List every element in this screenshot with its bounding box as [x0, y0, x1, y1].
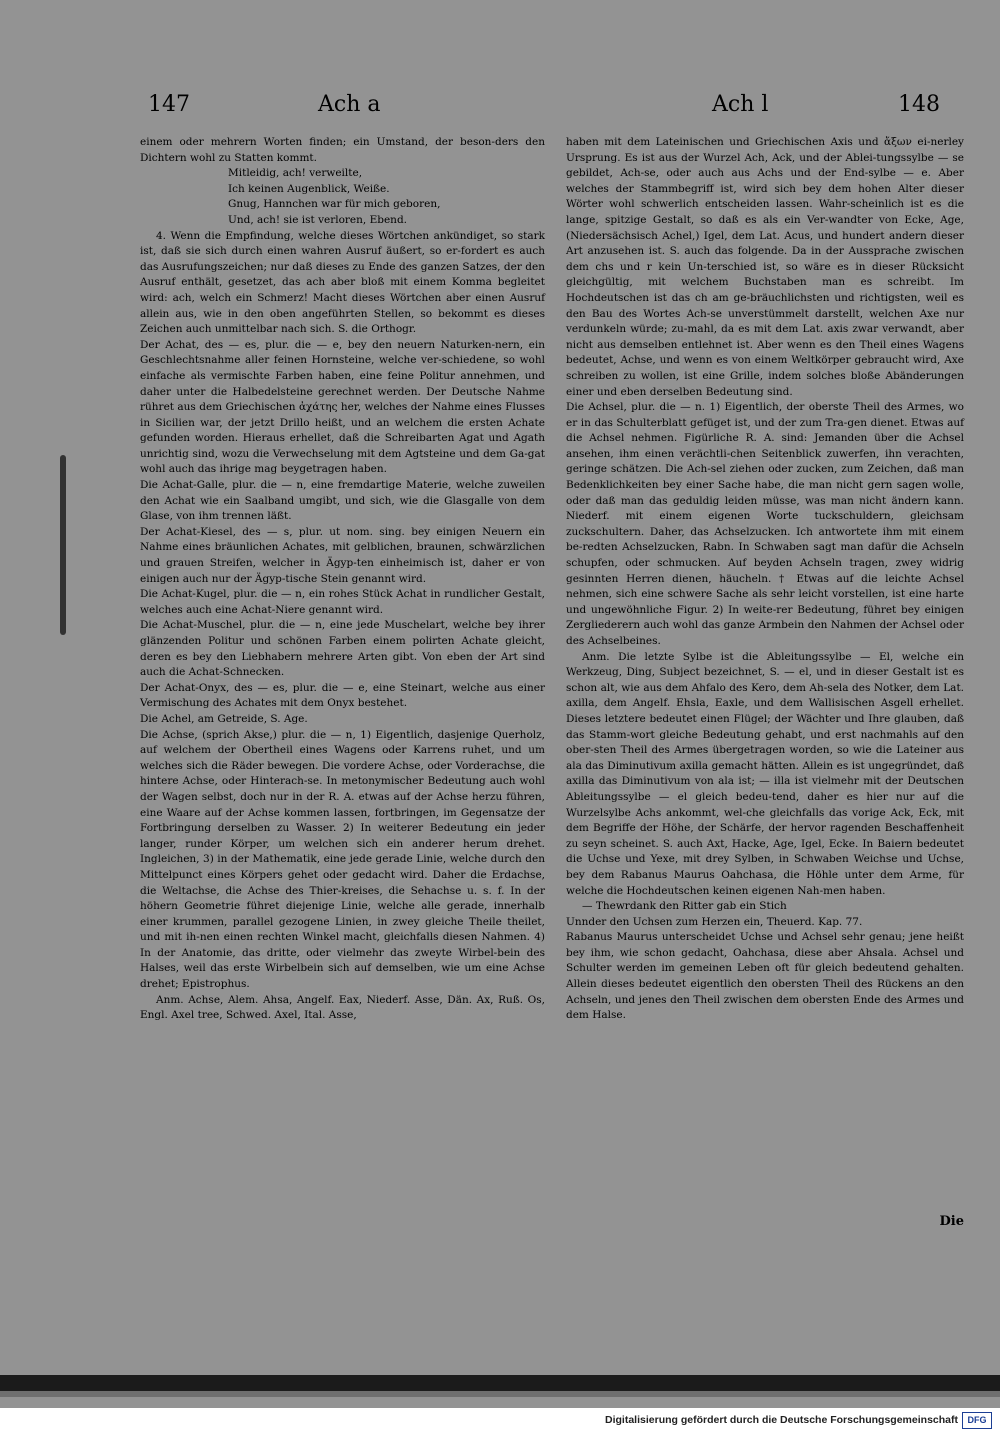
quote-line: Unnder den Uchsen zum Herzen ein, Theuerd. Kap. 77.: [566, 915, 863, 928]
dfg-logo[interactable]: DFG: [962, 1412, 992, 1429]
paragraph: haben mit dem Lateinischen und Griechischen Axis und ἄξων ei-nerley Ursprung. Es ist aus der Wurzel Ach, Ack, und der Ablei-tungssylbe — se gebildet, Ach-se, oder auch aus Achs und der End-sylbe — e. Aber welches der Stammbegriff ist, wird sich bey dem hohen Alter dieser Wörter wohl schwerlich entscheiden lassen. Wahr-scheinlich ist es die lange, spitzige Gestalt, so daß es als ein Ver-wandter von Ecke, Age, (Niedersächsisch Achel,) Igel, dem Lat. Acus, und hundert andern dieser Art anzusehen ist. S. auch das folgende. Da in der Aussprache zwischen dem chs und r kein Un-terschied ist, so wäre es in dieser Rücksicht gleichgültig, mit welchem Buchstaben man es schreibt. Im Hochdeutschen ist das ch am ge-bräuchlichsten und richtigsten, weil es den Bau des Wortes Ach-se unverstümmelt darstellt, welchen Axe nur verdunkeln würde; zu-mahl, da es mit dem Lat. axis zwar verwandt, aber nicht aus demselben entlehnet ist. Aber wenn es den Theil eines Wagens bedeutet, Achse, und wenn es von einem Weltkörper gebraucht wird, Axe schreiben zu wollen, ist eine Grille, indem solches bloße Abänderungen einer und eben derselben Bedeutung sind.: [566, 136, 964, 398]
entry: Die Achat-Galle, plur. die — n, eine fremdartige Materie, welche zuweilen den Achat wie ein Saalband umgibt, und sich, wie die Glasgalle von dem Glase, von ihm trennen läßt.: [140, 479, 545, 523]
right-page-number: 148: [898, 92, 940, 117]
catchword: Die: [939, 1214, 964, 1229]
entry: Die Achse, (sprich Akse,) plur. die — n, 1) Eigentlich, dasjenige Querholz, auf welchem der Obertheil eines Wagens oder Karrens ruhet, und um welches sich die Räder bewegen. Die vordere Achse, oder Vorderachse, die hintere Achse, oder Hinterach-se. In metonymischer Bedeutung auch wohl der Wagen selbst, doch nur in der R. A. etwas auf der Achse herzu führen, eine Waare auf der Achse kommen lassen, fortbringen, im Gegensatze der Fortbringung derselben zu Wasser. 2) In weiterer Bedeutung ein jeder langer, runder Körper, um welchen sich ein anderer herum drehet. Ingleichen, 3) in der Mathematik, eine jede gerade Linie, welche durch den Mittelpunct eines Körpers gehet oder gedacht wird. Daher die Erdachse, die Weltachse, die Achse des Thier-kreises, die Sehachse u. s. f. In der höhern Geometrie führet diejenige Linie, welche alle gerade, innerhalb einer krummen, parallel gezogene Linien, in zwey gleiche Theile theilet, und mit ih-nen einen rechten Winkel macht, gleichfalls diesen Nahmen. 4) In der Anatomie, das dritte, oder vielmehr das zweyte Wirbel-bein des Halses, weil das erste Wirbelbein sich auf demselben, wie um eine Achse drehet; Epistrophus.: [140, 728, 545, 991]
entry: Die Achat-Muschel, plur. die — n, eine jede Muschelart, welche bey ihrer glänzenden Politur und schönen Farben einem polirten Achate gleicht, deren es bey den Liebhabern mehrere Arten gibt. Von eben der Art sind auch die Achat-Schnecken.: [140, 619, 545, 679]
verse-line: Gnug, Hannchen war für mich geboren,: [228, 198, 441, 211]
entry: Die Achsel, plur. die — n. 1) Eigentlich, der oberste Theil des Armes, wo er in das Schulterblatt gefüget ist, und der zum Tra-gen dienet. Etwas auf die Achsel nehmen. Figürliche R. A. sind: Jemanden über die Achsel ansehen, ihm einen verächtli-chen Seitenblick zuwerfen, ihn verachten, geringe schätzen. Die Ach-sel ziehen oder zucken, zum Zeichen, daß man Bedenklichkeiten bey einer Sache habe, die man nicht gern sagen wolle, oder daß man das geduldig leiden müsse, was man nicht ändern kann. Niederf. mit einem eigenen Worte tuckschuldern, gleichsam zuckschultern. Daher, das Achselzucken. Ich antwortete ihm mit einem be-redten Achselzucken, Rabn. In Schwaben sagt man dafür die Achseln schupfen, oder schmucken. Auf beyden Achseln tragen, zwey widrig gesinnten Herren dienen, häucheln. † Etwas auf die leichte Achsel nehmen, sich eine schwere Sache als sehr leicht vorstellen, ist eine harte und ungewöhnliche Figur. 2) In weite-rer Bedeutung, führet bey einigen Zergliederern auch wohl das ganze Armbein den Nahmen der Achsel oder des Achselbeines.: [566, 401, 964, 647]
left-running-head: Ach a: [318, 92, 381, 117]
paragraph: einem oder mehrern Worten finden; ein Umstand, der beson-ders den Dichtern wohl zu Statten kommt.: [140, 136, 545, 164]
funding-note: Digitalisierung gefördert durch die Deutsche Forschungsgemeinschaft: [605, 1414, 958, 1426]
entry: Die Achel, am Getreide, S. Age.: [140, 712, 308, 725]
right-running-head: Ach l: [712, 92, 769, 117]
entry: Der Achat-Kiesel, des — s, plur. ut nom. sing. bey einigen Neuern ein Nahme eines bräunlichen Achates, mit gelblichen, braunen, schwärzlichen und grauen Streifen, welcher in Ägyp-ten einheimisch ist, daher er von einigen auch nur der Ägyp-tische Stein genannt wird.: [140, 525, 545, 585]
verse-line: Und, ach! sie ist verloren, Ebend.: [228, 213, 408, 226]
right-column: [566, 135, 964, 1024]
paragraph: Rabanus Maurus unterscheidet Uchse und Achsel sehr genau; jene heißt bey ihm, wie schon gedacht, Oahchasa, diese aber Ahsala. Achsel und Schulter werden im gemeinen Leben oft für gleich bedeutend gehalten. Allein dieses bedeutet eigentlich den obersten Theil des Rückens an den Achseln, und jenes den Theil zwischen dem obersten Ende des Armes und dem Halse.: [566, 931, 964, 1022]
footer-bar: [0, 1408, 1000, 1432]
entry: Der Achat, des — es, plur. die — e, bey den neuern Naturken-nern, ein Geschlechtsnahme aller feinen Hornsteine, welche ver-schiedene, so wohl einfache als vermischte Farben haben, eine feine Politur annehmen, und daher unter die Halbedelsteine gerechnet werden. Der Deutsche Nahme rühret aus dem Griechischen ἀχάτης her, welches der Nahme eines Flusses in Sicilien war, der jetzt Drillo heißt, und an welchem die ersten Achate gefunden worden. Hieraus erhellet, daß die Schreibarten Agat und Agath unrichtig sind, wozu die Verwechselung mit dem Agtsteine und dem Ga-gat wohl auch das ihrige mag beygetragen haben.: [140, 338, 545, 476]
left-page-number: 147: [148, 92, 190, 117]
entry: Die Achat-Kugel, plur. die — n, ein rohes Stück Achat in rundlicher Gestalt, welches auch eine Achat-Niere genannt wird.: [140, 588, 545, 616]
scan-shadow: [60, 455, 66, 635]
entry: Der Achat-Onyx, des — es, plur. die — e, eine Steinart, welche aus einer Vermischung des Achates mit dem Onyx bestehet.: [140, 681, 545, 710]
verse-line: Ich keinen Augenblick, Weiße.: [228, 182, 390, 195]
paragraph: 4. Wenn die Empfindung, welche dieses Wörtchen ankündiget, so stark ist, daß sie sich durch einen wahren Ausruf äußert, so er-fordert es auch das Ausrufungszeichen; nur daß dieses zu Ende des ganzen Satzes, der den Ausruf enthält, gesetzet, das ach aber bloß mit einem Komma begleitet wird: ach, welch ein Schmerz! Macht dieses Wörtchen aber einen Ausruf allein aus, wie in den oben angeführten Stellen, so bekommt es dieses Zeichen auch unmittelbar nach sich. S. die Orthogr.: [140, 229, 545, 336]
left-column: [140, 135, 545, 1024]
annotation: Anm. Die letzte Sylbe ist die Ableitungssylbe — El, welche ein Werkzeug, Ding, Subject bezeichnet, S. — el, und in dieser Gestalt ist es schon alt, wie aus dem Ahfalo des Kero, dem Ah-sela des Notker, dem Lat. axilla, dem Angelf. Ehsla, Eaxle, und dem Wallisischen Asgell erhellet. Dieses letztere bedeutet einen Flügel; der Wächter und Ihre glauben, daß das Stamm-wort gleiche Bedeutung gehabt, und erst nachmahls auf den ober-sten Theil des Armes übergetragen worden, so wie die Lateiner aus ala das Diminutivum axilla gemacht hätten. Allein es ist ungegründet, daß axilla das Diminutivum von ala ist; — illa ist vielmehr mit der Deutschen Ableitungssylbe — el gleich bedeu-tend, daher es hier nur auf die Wurzelsylbe Achs ankommt, wel-che gleichfalls das vorige Ack, Eck, mit dem Begriffe der Höhe, der Schärfe, der hervor ragenden Beschaffenheit zu seyn scheinet. S. auch Axt, Hacke, Age, Igel, Ecke. In Baiern bedeutet die Uchse und Yexe, mit drey Sylben, in Schwaben Weichse und Uchse, bey dem Rabanus Maurus Oahchasa, die Höhle unter dem Arme, für welche die Hochdeutschen keinen eigenen Nah-men haben.: [566, 650, 964, 897]
annotation: Anm. Achse, Alem. Ahsa, Angelf. Eax, Niederf. Asse, Dän. Ax, Ruß. Os, Engl. Axel tree, Schwed. Axel, Ital. Asse,: [140, 993, 545, 1022]
scan-border-shadow: [0, 1391, 1000, 1397]
quote-line: — Thewrdank den Ritter gab ein Stich: [582, 900, 787, 913]
scan-border: [0, 1375, 1000, 1391]
verse-line: Mitleidig, ach! verweilte,: [228, 167, 363, 180]
